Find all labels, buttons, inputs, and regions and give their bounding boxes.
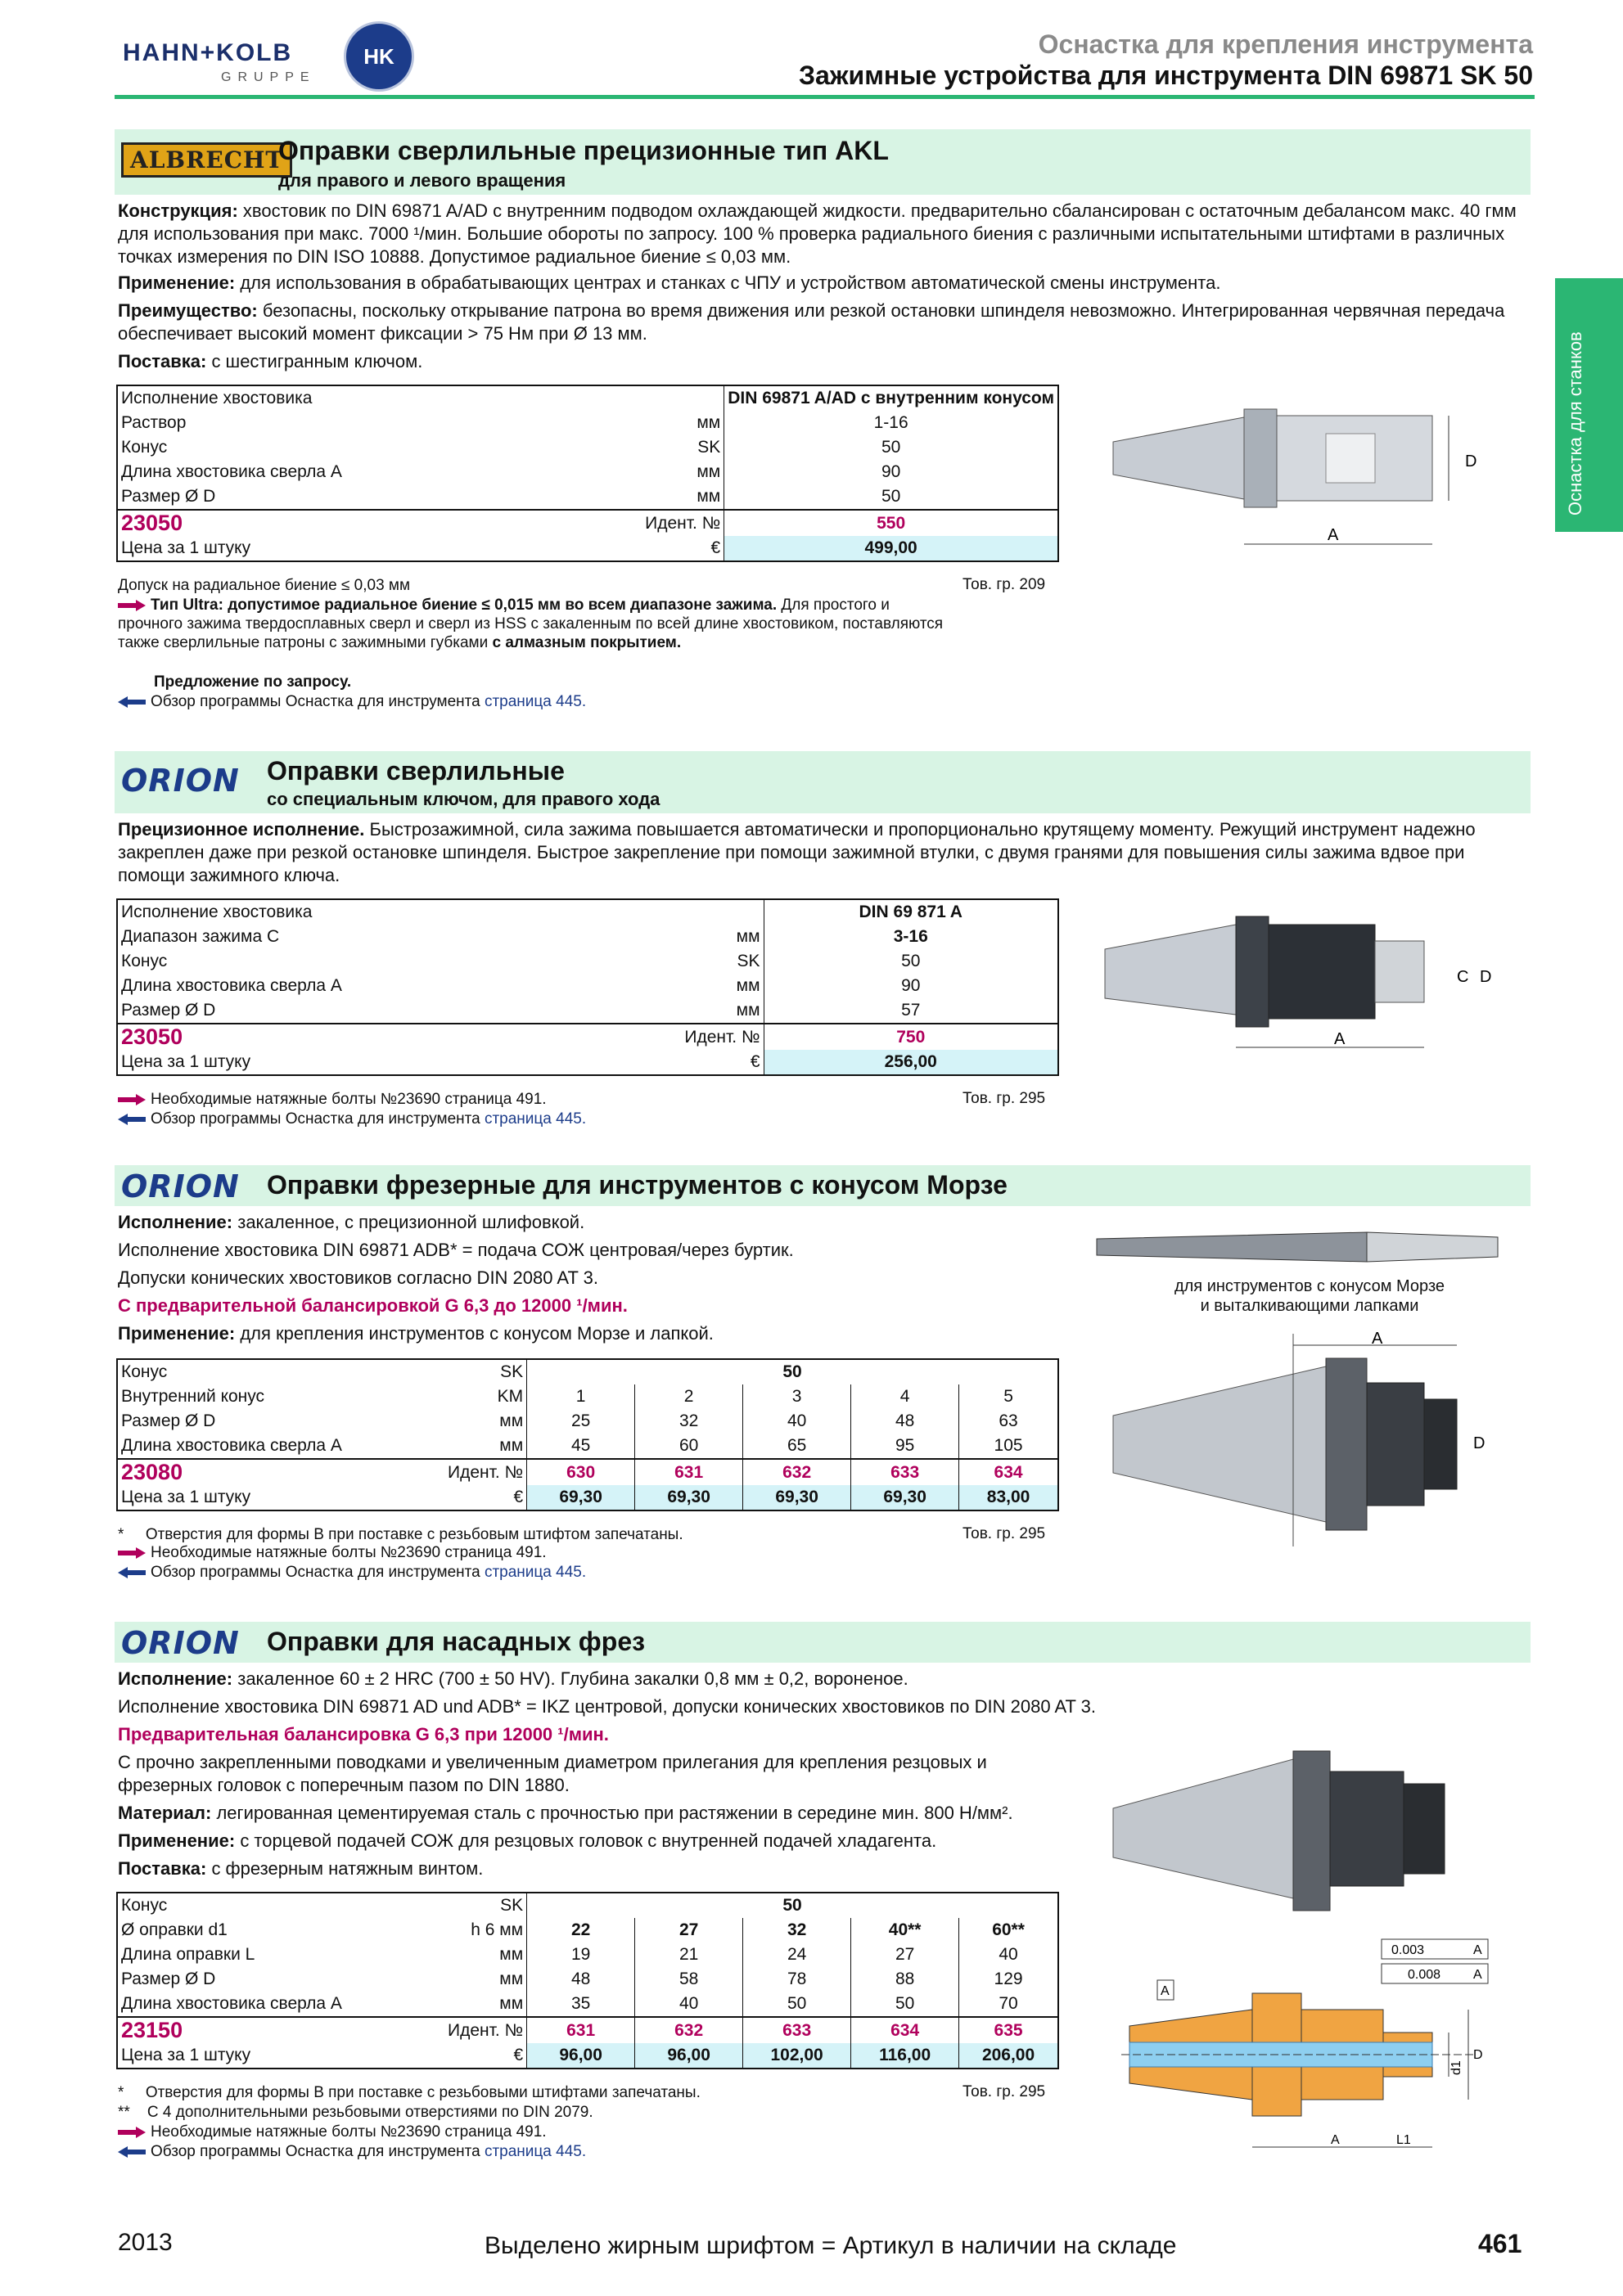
- paragraph-advantage: Преимущество: безопасны, поскольку открывание патрона во время движения или резкой остановки шпинделя невозможно. Интегрированная червячная передача обеспечивает высокий момент фиксации > 75 Нм при Ø 13 мм.: [118, 300, 1505, 344]
- drill-chuck-image: [1105, 385, 1481, 556]
- spec-table: Конус SK 50 Внутренний конус KM 1 2 3 4 5 Размер Ø D мм 25 32 40 48 63 Длина хвостовика сверла A мм 45 60 65 95 105 23080 Идент. № 630 631 632 633 634 Цена за 1 штуку € 69,30 69,30 69,30 69,30 83,00: [116, 1358, 1059, 1511]
- footer-year: 2013: [118, 2229, 173, 2256]
- brand-logo-orion: ORION: [121, 1625, 240, 1661]
- logo-subtitle: GRUPPE: [221, 70, 316, 84]
- dimension-a-label: A: [1328, 526, 1339, 544]
- article-number[interactable]: 23150: [117, 2017, 444, 2043]
- dimension-a-label: A: [1372, 1330, 1383, 1348]
- price: 69,30: [635, 1485, 743, 1510]
- section-title: Оправки фрезерные для инструментов с конусом Морзе: [267, 1170, 1008, 1200]
- note-request: Предложение по запросу.: [154, 673, 352, 691]
- spec-table: Исполнение хвостовика DIN 69 871 A Диапазон зажима C мм 3-16 Конус SK 50 Длина хвостовика сверла A мм 90 Размер Ø D мм 57 23050 Идент. № 750 Цена за 1 штуку € 256,00: [116, 898, 1059, 1076]
- arrow-right-icon: [118, 600, 146, 611]
- tolerance-2-ref: A: [1473, 1968, 1482, 1982]
- paragraph-application: Применение: для использования в обрабатывающих центрах и станках с ЧПУ и устройством автоматической смены инструмента.: [118, 272, 1221, 293]
- product-group: Тов. гр. 295: [963, 2083, 1046, 2100]
- price: 102,00: [743, 2043, 851, 2069]
- footnote: * Отверстия для формы B при поставке с резьбовыми штифтами запечатаны.: [118, 2084, 701, 2101]
- paragraph-shank: Исполнение хвостовика DIN 69871 ADB* = подача СОЖ центровая/через буртик.: [118, 1240, 794, 1260]
- page-link: страница 445.: [484, 693, 587, 710]
- datum-label: A: [1161, 1984, 1170, 1998]
- price: 96,00: [527, 2043, 635, 2069]
- footnote: * Отверстия для формы B при поставке с резьбовым штифтом запечатаны.: [118, 1526, 683, 1543]
- price: 206,00: [959, 2043, 1058, 2069]
- image-caption: для инструментов с конусом Морзе и выталкивающими лапками: [1174, 1277, 1445, 1315]
- dimension-a-label: A: [1334, 1030, 1346, 1048]
- brand-logo-orion: ORION: [121, 763, 240, 799]
- price: 116,00: [851, 2043, 959, 2069]
- paragraph-delivery: Поставка: с шестигранным ключом.: [118, 351, 423, 371]
- brand-logo-albrecht: ALBRECHT: [121, 142, 292, 178]
- page-link: страница 445.: [484, 1564, 587, 1581]
- side-tab[interactable]: [1555, 278, 1623, 532]
- header-rule: [115, 95, 1535, 99]
- note-ultra: Тип Ultra: допустимое радиальное биение ≤ 0,015 мм во всем диапазоне зажима. Для простого и прочного зажима твердосплавных сверл и сверл из HSS с закаленным по всей длине хвостовиком, поставляются также сверлильные патроны с зажимными губками с алмазным покрытием.: [118, 597, 944, 651]
- paragraph-balancing: С предварительной балансировкой G 6,3 до 12000 ¹/мин.: [118, 1295, 628, 1316]
- note-overview[interactable]: Обзор программы Оснастка для инструмента страница 445.: [118, 692, 586, 711]
- note-tolerance: Допуск на радиальное биение ≤ 0,03 мм: [118, 577, 411, 594]
- dimension-d1-label: d1: [1449, 2060, 1463, 2075]
- paragraph-execution: Исполнение: закаленное 60 ± 2 HRC (700 ± 50 HV). Глубина закалки 0,8 мм ± 0,2, вороненое.: [118, 1668, 908, 1689]
- paragraph-balancing: Предварительная балансировка G 6,3 при 12000 ¹/мин.: [118, 1724, 609, 1745]
- paragraph-application: Применение: с торцевой подачей СОЖ для резцовых головок с внутренней подачей хладагента.: [118, 1830, 937, 1851]
- brand-logo-orion: ORION: [121, 1168, 240, 1204]
- paragraph-drivers: С прочно закрепленными поводками и увеличенным диаметром прилегания для крепления резцовых и фрезерных головок с поперечным пазом по DIN 1880.: [118, 1752, 987, 1795]
- side-tab-label: Оснастка для станков: [1565, 331, 1585, 515]
- footnote: ** С 4 дополнительными резьбовыми отверстиями по DIN 2079.: [118, 2104, 593, 2121]
- morse-holder-image: [1097, 1330, 1490, 1546]
- logo-emblem: HK: [344, 21, 414, 92]
- tolerance-1-ref: A: [1473, 1943, 1482, 1957]
- price: 69,30: [851, 1485, 959, 1510]
- price: 83,00: [959, 1485, 1058, 1510]
- product-group: Тов. гр. 295: [963, 1090, 1046, 1107]
- product-group: Тов. гр. 209: [963, 576, 1046, 593]
- note-overview[interactable]: Обзор программы Оснастка для инструмента страница 445.: [118, 1110, 586, 1128]
- note-overview[interactable]: Обзор программы Оснастка для инструмента страница 445.: [118, 2142, 586, 2161]
- arrow-right-icon: [118, 1547, 146, 1559]
- price: 256,00: [764, 1050, 1058, 1075]
- dimension-d-label: D: [1473, 1434, 1485, 1452]
- header-title: Зажимные устройства для инструмента DIN 69871 SK 50: [799, 61, 1533, 90]
- spec-table: Конус SK 50 Ø оправки d1 h 6 мм 22 27 32 40** 60** Длина оправки L мм 19 21 24 27 40 Размер Ø D мм 48 58 78 88 129 Длина хвостовика сверла A мм 35 40 50 50 70 23150 Идент. № 631 632 633 634 635 Цена за 1 штуку € 96,00 96,00 102,00 116,00 206,00: [116, 1892, 1059, 2069]
- header-category: Оснастка для крепления инструмента: [1038, 29, 1533, 59]
- dimension-d-label: D: [1473, 2048, 1483, 2062]
- tolerance-2-value: 0.008: [1408, 1968, 1441, 1982]
- arrow-left-icon: [118, 1567, 146, 1578]
- technical-drawing: [1121, 1928, 1506, 2165]
- shell-mill-holder-image: [1105, 1735, 1506, 1915]
- section-subtitle: со специальным ключом, для правого хода: [267, 789, 660, 809]
- note-bolts[interactable]: Необходимые натяжные болты №23690 страница 491.: [118, 2123, 547, 2141]
- drill-chuck-key-image: [1097, 900, 1490, 1064]
- arrow-right-icon: [118, 1094, 146, 1105]
- section-title: Оправки сверлильные: [267, 756, 565, 786]
- section-subtitle: для правого и левого вращения: [278, 170, 566, 191]
- footer-legend: Выделено жирным шрифтом = Артикул в наличии на складе: [485, 2232, 1177, 2259]
- arrow-left-icon: [118, 696, 146, 708]
- section-title: Оправки для насадных фрез: [267, 1627, 646, 1656]
- article-number[interactable]: 23050: [117, 1024, 641, 1050]
- note-bolts[interactable]: Необходимые натяжные болты №23690 страница 491.: [118, 1543, 547, 1562]
- paragraph-tolerance: Допуски конических хвостовиков согласно DIN 2080 AT 3.: [118, 1267, 598, 1288]
- page-link: страница 445.: [484, 1110, 587, 1128]
- note-bolts[interactable]: Необходимые натяжные болты №23690 страница 491.: [118, 1090, 547, 1109]
- article-number[interactable]: 23080: [117, 1459, 444, 1485]
- arrow-left-icon: [118, 1114, 146, 1125]
- dimension-a-label: A: [1331, 2133, 1340, 2147]
- logo-wordmark: HAHN+KOLB: [123, 39, 293, 66]
- paragraph-construction: Конструкция: хвостовик по DIN 69871 A/AD с внутренним подводом охлаждающей жидкости. предварительно сбалансирован с остаточным дебалансом макс. 40 гмм для использования при макс. 7000 ¹/мин. Большие обороты по запросу. 100 % проверка радиального биения с различными испытательными штифтами в различных точках измерения по DIN ISO 10888. Допустимое радиальное биение ≤ 0,03 мм.: [118, 200, 1517, 267]
- spec-table: Исполнение хвостовика DIN 69871 A/AD с внутренним конусом Раствор мм 1-16 Конус SK 50 Длина хвостовика сверла A мм 90 Размер Ø D мм 50 23050 Идент. № 550 Цена за 1 штуку € 499,00: [116, 385, 1059, 562]
- product-group: Тов. гр. 295: [963, 1525, 1046, 1542]
- article-number[interactable]: 23050: [117, 510, 490, 536]
- dimension-d-label: D: [1465, 452, 1477, 470]
- morse-drill-image: [1097, 1222, 1506, 1272]
- arrow-right-icon: [118, 2127, 146, 2138]
- price: 69,30: [527, 1485, 635, 1510]
- price: 96,00: [635, 2043, 743, 2069]
- page-number: 461: [1478, 2229, 1522, 2258]
- dimension-d-label: D: [1480, 968, 1492, 986]
- price: 69,30: [743, 1485, 851, 1510]
- paragraph-execution: Исполнение: закаленное, с прецизионной шлифовкой.: [118, 1212, 585, 1232]
- dimension-l1-label: L1: [1396, 2133, 1411, 2147]
- dimension-c-label: C: [1457, 968, 1469, 986]
- paragraph-application: Применение: для крепления инструментов с конусом Морзе и лапкой.: [118, 1323, 714, 1344]
- paragraph-shank: Исполнение хвостовика DIN 69871 AD und ADB* = IKZ центровой, допуски конических хвостовиков по DIN 2080 AT 3.: [118, 1696, 1096, 1717]
- price: 499,00: [724, 536, 1058, 561]
- arrow-left-icon: [118, 2146, 146, 2158]
- page-link: страница 445.: [484, 2143, 587, 2160]
- paragraph-delivery: Поставка: с фрезерным натяжным винтом.: [118, 1858, 484, 1879]
- note-overview[interactable]: Обзор программы Оснастка для инструмента страница 445.: [118, 1563, 586, 1582]
- tolerance-1-value: 0.003: [1391, 1943, 1425, 1957]
- section-title: Оправки сверлильные прецизионные тип AKL: [278, 136, 889, 165]
- paragraph-material: Материал: легированная цементируемая сталь с прочностью при растяжении в середине мин. 800 Н/мм².: [118, 1803, 1013, 1823]
- paragraph-precision: Прецизионное исполнение. Быстрозажимной, сила зажима повышается автоматически и пропорционально крутящему моменту. Режущий инструмент надежно закреплен даже при резкой остановке шпинделя. Быстрое закрепление при помощи зажимной втулки, с двумя гранями для повышения силы зажима вдвое при помощи зажимного ключа.: [118, 819, 1476, 885]
